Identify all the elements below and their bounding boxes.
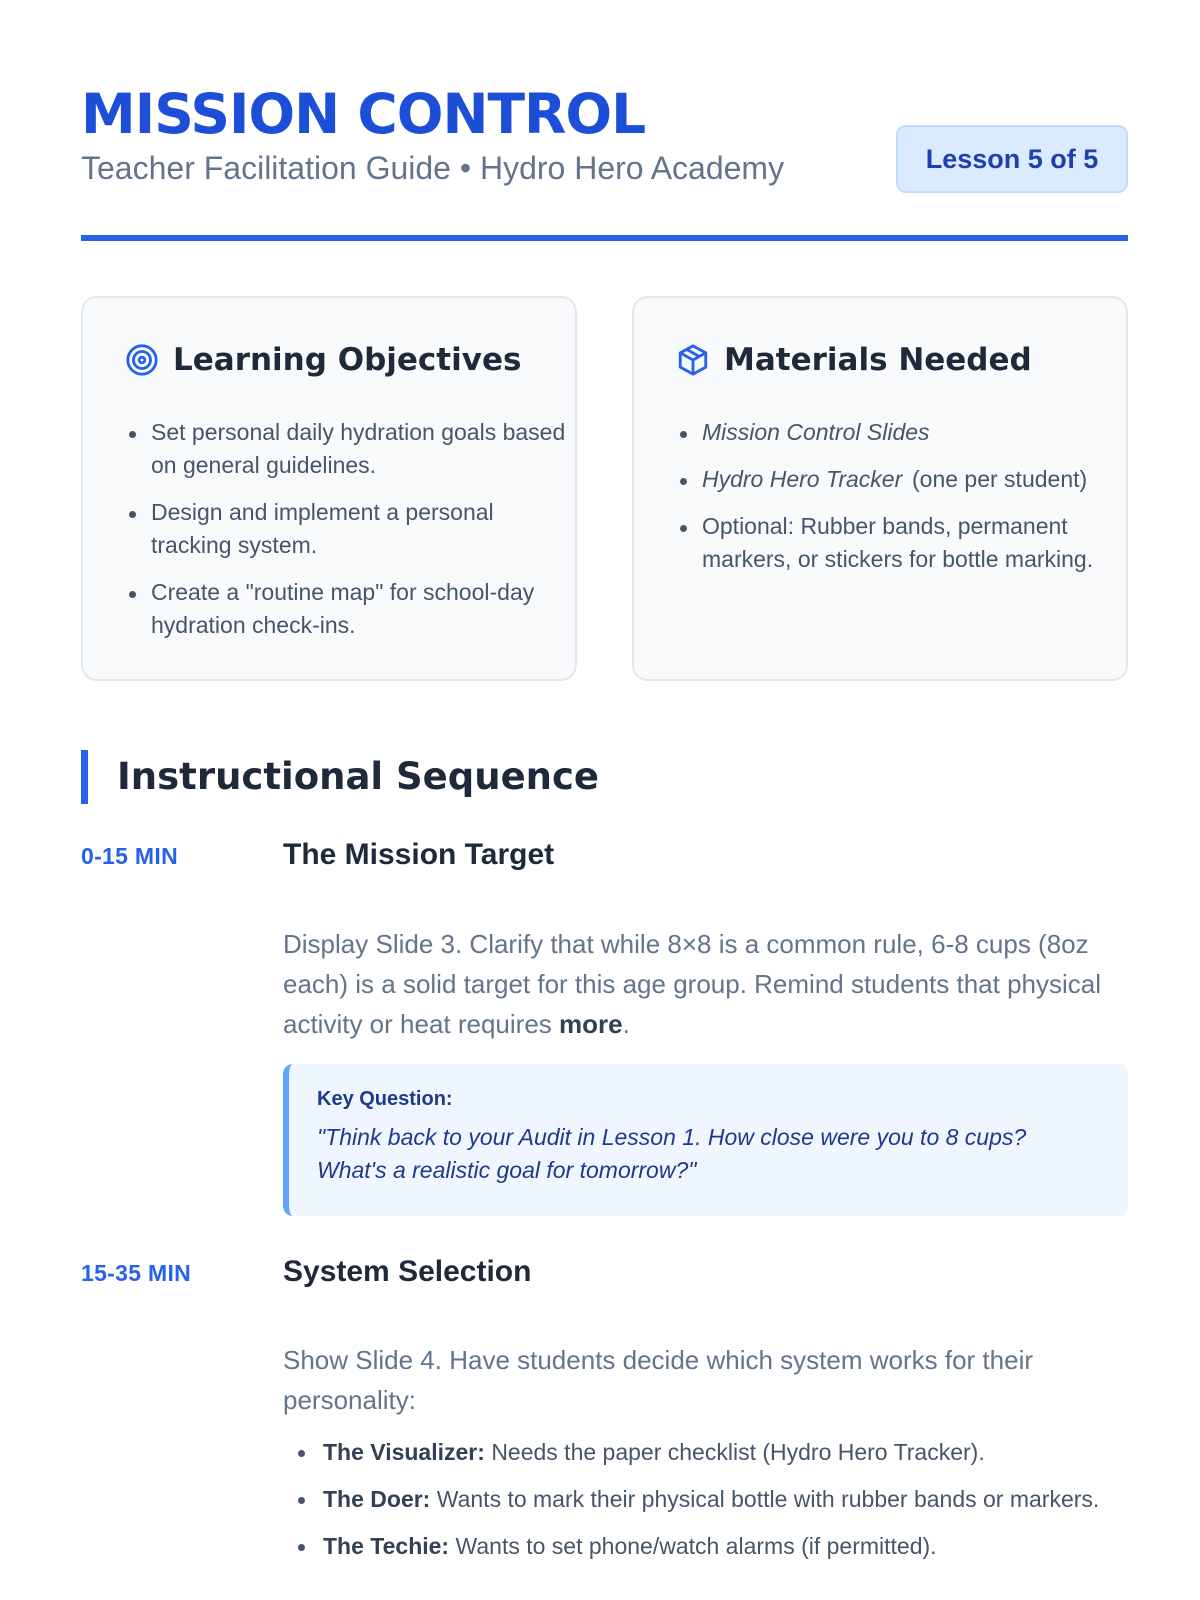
material-slides: Mission Control Slides [702,419,930,445]
learning-objectives-card [81,296,577,681]
system-name: The Doer: [323,1486,431,1512]
box-icon [676,343,710,377]
system-list [283,1435,1168,1576]
step1-title: The Mission Target [283,838,555,871]
system-desc: Needs the paper checklist (Hydro Hero Tracker). [491,1439,985,1465]
list-item [323,1529,1168,1563]
instructional-sequence-heading: Instructional Sequence [81,750,599,804]
learning-objectives-heading [125,340,521,380]
materials-needed-heading [676,340,1032,380]
key-question-text: "Think back to your Audit in Lesson 1. How close were you to 8 cups? What's a realistic goal for tomorrow?" [317,1124,1027,1183]
target-icon [125,343,159,377]
step1-body-emphasis: more [559,1009,623,1039]
list-item [702,463,1122,496]
tracker-row [702,463,1122,496]
system-desc: Wants to set phone/watch alarms (if permitted). [455,1533,937,1559]
material-tracker-note: (one per student) [912,466,1088,492]
list-item [323,1435,1168,1469]
list-item: Design and implement a personal tracking system. [151,496,571,562]
materials-needed-title: Materials Needed [724,342,1032,378]
step1-time: 0-15 MIN [81,843,178,869]
list-item [702,416,1122,449]
material-tracker: Hydro Hero Tracker [702,466,903,492]
materials-needed-card [632,296,1128,681]
list-item: Create a "routine map" for school-day hydration check-ins. [151,576,571,642]
key-question-label: Key Question: [317,1088,453,1110]
materials-list [676,416,1122,590]
page-title: MISSION CONTROL [81,82,646,146]
list-item: Set personal daily hydration goals based on general guidelines. [151,416,571,482]
step2-title: System Selection [283,1255,532,1288]
key-question-callout [283,1064,1128,1216]
header-divider [81,235,1128,241]
system-name: The Techie: [323,1533,450,1559]
system-desc: Wants to mark their physical bottle with rubber bands or markers. [436,1486,1100,1512]
step1-body [283,924,1128,1044]
step1-body-text: Display Slide 3. Clarify that while 8×8 is a common rule, 6-8 cups (8oz each) is a solid target for this age group. Remind students that physical activity or heat requires [283,929,1101,1039]
step2-time: 15-35 MIN [81,1260,192,1286]
step2-body: Show Slide 4. Have students decide which system works for their personality: [283,1345,1034,1415]
lesson-badge: Lesson 5 of 5 [896,125,1128,193]
list-item: Optional: Rubber bands, permanent markers, or stickers for bottle marking. [702,510,1122,576]
step1-body-end: . [622,1009,630,1039]
system-name: The Visualizer: [323,1439,485,1465]
list-item [323,1482,1168,1516]
page-subtitle: Teacher Facilitation Guide • Hydro Hero Academy [81,150,785,186]
objectives-list [125,416,571,656]
learning-objectives-title: Learning Objectives [173,342,522,378]
